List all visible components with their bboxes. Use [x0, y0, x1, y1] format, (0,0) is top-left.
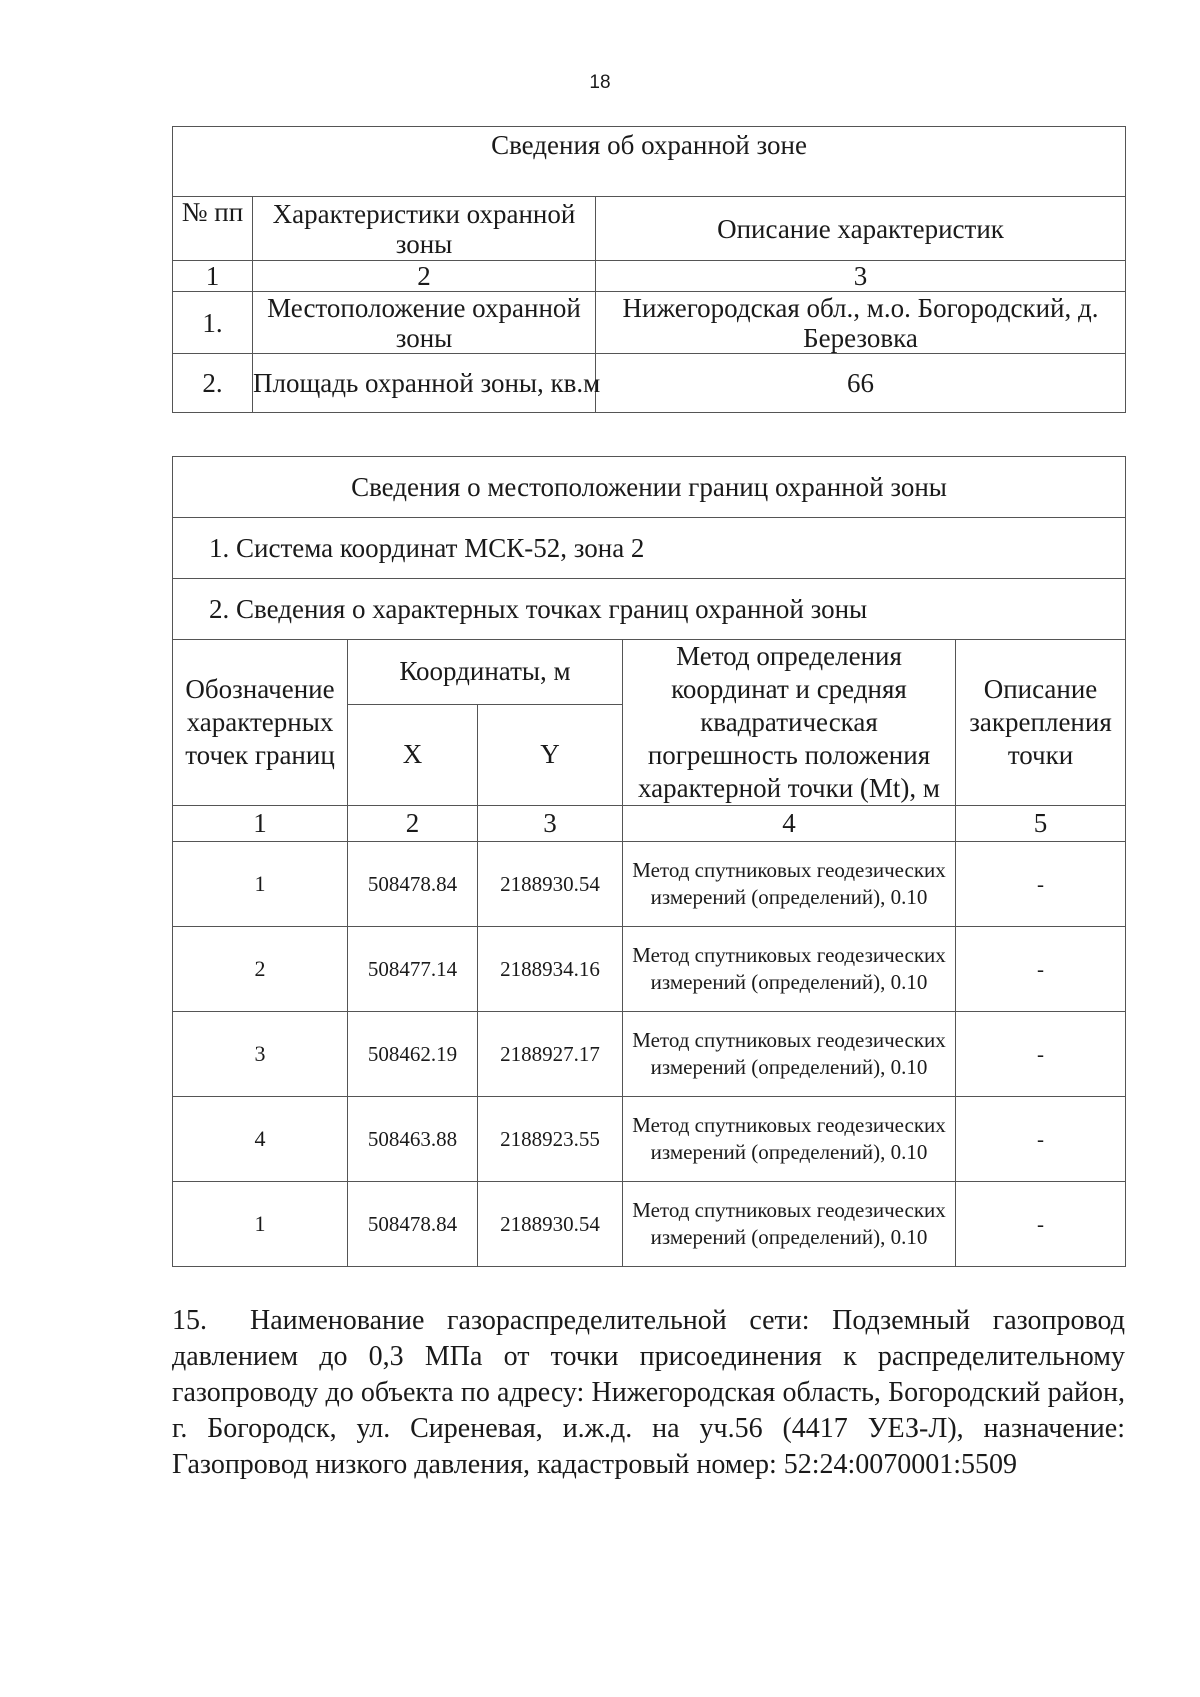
point-fixing: - [956, 927, 1126, 1012]
protection-zone-title: Сведения об охранной зоне [173, 127, 1126, 197]
header-description: Описание характеристик [596, 197, 1126, 261]
point-method: Метод спутниковых геодезических измерений (определений), 0.10 [623, 927, 956, 1012]
row-characteristic: Местоположение охранной зоны [253, 292, 596, 354]
point-id: 3 [173, 1012, 348, 1097]
point-method: Метод спутниковых геодезических измерений (определений), 0.10 [623, 1012, 956, 1097]
header-coordinates: Координаты, м [348, 640, 623, 705]
table-row [173, 354, 1126, 413]
header-method: Метод определения координат и средняя квадратическая погрешность положения характерной точки (Mt), м [623, 640, 956, 806]
column-number: 3 [478, 806, 623, 842]
point-x: 508477.14 [348, 927, 478, 1012]
point-method: Метод спутниковых геодезических измерений (определений), 0.10 [623, 1182, 956, 1267]
point-y: 2188934.16 [478, 927, 623, 1012]
point-id: 1 [173, 1182, 348, 1267]
point-x: 508478.84 [348, 842, 478, 927]
table-row [173, 842, 1126, 927]
header-designation: Обозначение характерных точек границ [173, 640, 348, 806]
boundaries-title: Сведения о местоположении границ охранной зоны [173, 457, 1126, 518]
paragraph-text: Наименование газораспределительной сети: Подземный газопровод давлением до 0,3 МПа от точки присоединения к распределительному газопроводу до объекта по адресу: Нижегородская область, Богородский район, г. Богородск, ул. Сиреневая, и.ж.д. на уч.56 (4417 УЕЗ-Л), назначение: Газопровод низкого давления, кадастровый номер: 52:24:0070001:5509 [172, 1305, 1125, 1480]
column-number: 3 [596, 261, 1126, 292]
point-y: 2188923.55 [478, 1097, 623, 1182]
point-method: Метод спутниковых геодезических измерений (определений), 0.10 [623, 842, 956, 927]
header-fixing: Описание закрепления точки [956, 640, 1126, 806]
row-number: 1. [173, 292, 253, 354]
header-characteristic: Характеристики охранной зоны [253, 197, 596, 261]
table-row [173, 927, 1126, 1012]
boundaries-table [172, 456, 1126, 1267]
table-row [173, 1182, 1126, 1267]
paragraph-number: 15. [172, 1305, 207, 1336]
row-description: Нижегородская обл., м.о. Богородский, д. Березовка [596, 292, 1126, 354]
column-number: 1 [173, 806, 348, 842]
protection-zone-table [172, 126, 1126, 413]
point-id: 4 [173, 1097, 348, 1182]
point-y: 2188930.54 [478, 1182, 623, 1267]
column-number: 5 [956, 806, 1126, 842]
network-paragraph [172, 1303, 1125, 1483]
table-row [173, 1097, 1126, 1182]
point-fixing: - [956, 1182, 1126, 1267]
page-number: 18 [589, 72, 611, 93]
table-row [173, 292, 1126, 354]
row-characteristic: Площадь охранной зоны, кв.м [253, 354, 596, 413]
point-fixing: - [956, 1097, 1126, 1182]
column-number: 4 [623, 806, 956, 842]
column-number: 1 [173, 261, 253, 292]
column-number: 2 [348, 806, 478, 842]
header-x: X [348, 704, 478, 805]
point-method: Метод спутниковых геодезических измерений (определений), 0.10 [623, 1097, 956, 1182]
header-y: Y [478, 704, 623, 805]
header-number: № пп [173, 197, 253, 261]
points-title: 2. Сведения о характерных точках границ охранной зоны [173, 579, 1126, 640]
row-description: 66 [596, 354, 1126, 413]
point-y: 2188927.17 [478, 1012, 623, 1097]
point-fixing: - [956, 842, 1126, 927]
point-id: 1 [173, 842, 348, 927]
table-row [173, 1012, 1126, 1097]
point-x: 508478.84 [348, 1182, 478, 1267]
row-number: 2. [173, 354, 253, 413]
coordinate-system: 1. Система координат МСК-52, зона 2 [173, 518, 1126, 579]
point-y: 2188930.54 [478, 842, 623, 927]
point-fixing: - [956, 1012, 1126, 1097]
point-x: 508463.88 [348, 1097, 478, 1182]
point-id: 2 [173, 927, 348, 1012]
point-x: 508462.19 [348, 1012, 478, 1097]
column-number: 2 [253, 261, 596, 292]
